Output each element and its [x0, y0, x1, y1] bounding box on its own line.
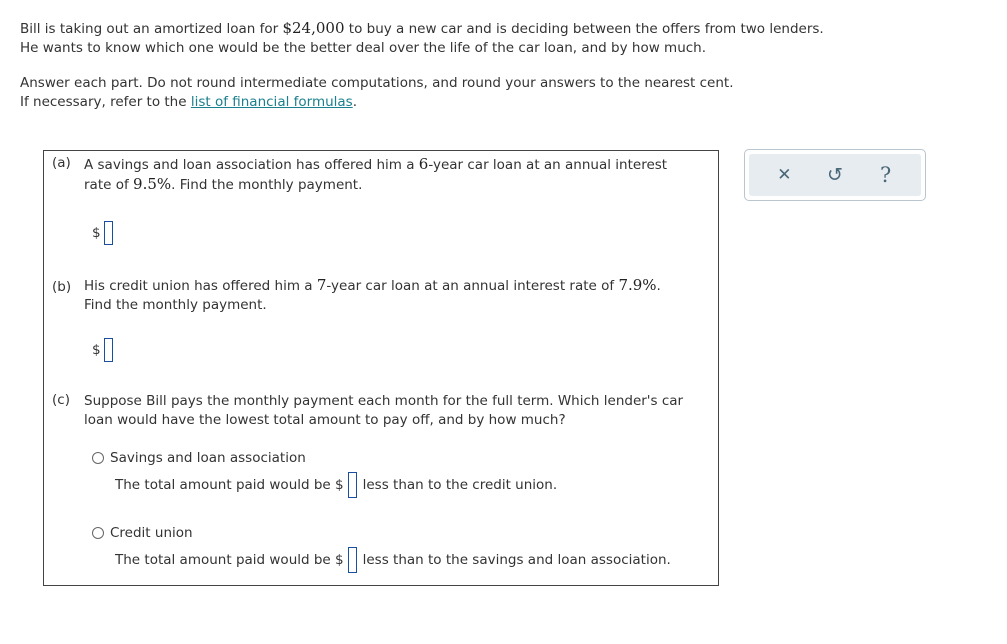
- credit-union-sentence: The total amount paid would be $ less than to the savings and loan association.: [115, 547, 671, 573]
- savings-and-loan-sentence: The total amount paid would be $ less than to the credit union.: [115, 472, 557, 498]
- part-c-text: Suppose Bill pays the monthly payment each month for the full term. Which lender's car loan would have the lowest total amount to pay off, and by how much?: [84, 393, 684, 428]
- intro-line-1: Bill is taking out an amortized loan for $24,000 to buy a new car and is deciding between the offers from two lenders.: [20, 19, 824, 37]
- credit-union-radio[interactable]: [92, 527, 104, 539]
- option-savings-and-loan[interactable]: [92, 450, 306, 466]
- part-a-text: A savings and loan association has offered him a 6-year car loan at an annual interest rate of 9.5%. Find the monthly payment.: [84, 155, 668, 193]
- question-box: [43, 150, 719, 586]
- financial-formulas-link[interactable]: list of financial formulas: [190, 94, 353, 110]
- savings-and-loan-label: Savings and loan association: [110, 450, 306, 466]
- problem-intro: [20, 19, 920, 112]
- dollar-sign: $: [92, 225, 101, 241]
- dollar-sign: $: [92, 342, 101, 358]
- part-a: [52, 155, 712, 265]
- part-a-answer-input[interactable]: [104, 221, 113, 245]
- savings-and-loan-radio[interactable]: [92, 452, 104, 464]
- intro-line-3: Answer each part. Do not round intermediate computations, and round your answers to the nearest cent.: [20, 75, 734, 91]
- part-b-answer-row: [92, 338, 113, 362]
- close-icon[interactable]: ✕: [777, 165, 792, 185]
- option-credit-union[interactable]: [92, 525, 193, 541]
- part-c: [52, 392, 717, 582]
- credit-union-label: Credit union: [110, 525, 193, 541]
- help-icon[interactable]: ?: [880, 163, 892, 187]
- part-a-answer-row: [92, 221, 113, 245]
- answer-toolbar: [744, 149, 926, 201]
- part-b: [52, 276, 712, 386]
- intro-line-4: If necessary, refer to the list of financial formulas.: [20, 94, 358, 110]
- undo-icon[interactable]: ↺: [827, 164, 843, 186]
- part-a-label: (a): [52, 155, 71, 171]
- savings-and-loan-difference-input[interactable]: [348, 472, 357, 498]
- intro-line-2: He wants to know which one would be the better deal over the life of the car loan, and by how much.: [20, 40, 707, 56]
- part-b-label: (b): [52, 279, 72, 295]
- part-b-text: His credit union has offered him a 7-year car loan at an annual interest rate of 7.9%. Find the monthly payment.: [84, 276, 661, 313]
- part-b-answer-input[interactable]: [104, 338, 113, 362]
- credit-union-difference-input[interactable]: [348, 547, 357, 573]
- part-c-label: (c): [52, 392, 70, 408]
